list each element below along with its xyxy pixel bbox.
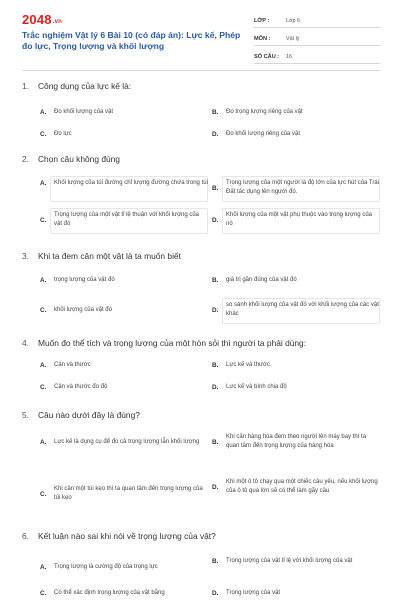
option-letter: D. <box>212 306 219 314</box>
logo-suffix: .vn <box>52 19 63 25</box>
document-header <box>0 0 400 68</box>
option-text: Lực kế và bình chia độ <box>226 384 287 390</box>
option-text: so sánh khối lượng của vật đó với khối lượng của các vật khác <box>226 302 379 317</box>
option-d[interactable] <box>212 478 380 496</box>
option-text: Trọng lượng của một người là độ lớn của lực hút của Trái Đất tác dụng lên người đó. <box>226 180 380 195</box>
question-6 <box>22 531 380 597</box>
header-divider <box>22 70 380 71</box>
question-4 <box>22 338 380 391</box>
option-b[interactable] <box>212 108 390 117</box>
option-letter: C. <box>40 216 47 224</box>
question-number: 1. <box>22 81 29 91</box>
option-a[interactable] <box>40 108 218 117</box>
option-c[interactable] <box>40 383 218 392</box>
option-letter: D. <box>212 131 219 138</box>
option-letter: A. <box>40 362 47 369</box>
option-text: Đo trọng lượng riêng của vật <box>226 109 303 115</box>
option-d[interactable] <box>212 301 380 319</box>
option-letter: A. <box>40 277 47 284</box>
question-text: Khi ta đem cân một vật là ta muốn biết <box>38 251 181 261</box>
option-letter: A. <box>40 109 47 116</box>
option-text: Cân và thước <box>54 362 91 368</box>
option-d[interactable] <box>212 130 390 139</box>
question-2 <box>22 154 380 227</box>
option-text: Khi cân hàng hóa đem theo người lên máy bay thì ta quan tâm đến trọng lượng của hàng hóa <box>226 434 367 449</box>
class-value: Lớp 6 <box>286 17 301 24</box>
option-text: Trọng lượng của vật <box>226 590 281 596</box>
option-b[interactable] <box>212 361 390 370</box>
question-text: Câu nào dưới đây là đúng? <box>38 410 140 420</box>
option-letter: C. <box>40 131 47 138</box>
option-text: trọng lượng của vật đó <box>54 277 115 283</box>
option-letter: B. <box>212 277 219 284</box>
count-value: 16 <box>286 53 292 60</box>
question-3 <box>22 251 380 317</box>
option-text: Khi cân một túi kẹo thì ta quan tâm đến trọng lượng của túi kẹo <box>54 486 203 501</box>
question-text: Chọn câu không đúng <box>38 154 120 164</box>
option-b[interactable] <box>212 179 380 197</box>
option-a[interactable] <box>40 563 218 572</box>
option-text: Trọng lượng là cường độ của trọng lực <box>54 564 158 570</box>
option-a[interactable] <box>40 179 208 188</box>
meta-count-row <box>254 50 380 64</box>
option-c[interactable] <box>40 306 218 315</box>
question-text: Muốn đo thể tích và trọng lượng của một hòn sỏi thì người ta phải dùng: <box>38 338 307 348</box>
option-a[interactable] <box>40 361 218 370</box>
meta-subject-row <box>254 32 380 46</box>
subject-label: MÔN : <box>254 35 271 42</box>
option-letter: D. <box>212 590 219 597</box>
count-label: SỐ CÂU : <box>254 53 280 60</box>
option-c[interactable] <box>40 485 208 503</box>
option-a[interactable] <box>40 438 208 447</box>
option-text: Đo khối lượng của vật <box>54 109 113 115</box>
option-letter: B. <box>212 184 219 192</box>
option-letter: A. <box>40 180 47 187</box>
option-c[interactable] <box>40 589 218 598</box>
question-text: Kết luận nào sai khi nói về trọng lượng của vật? <box>38 531 216 541</box>
option-text: Trọng lượng của một vật tỉ lệ thuận với khối lượng của vật đó <box>54 212 200 227</box>
option-letter: B. <box>212 362 219 369</box>
option-letter: D. <box>212 384 219 391</box>
option-letter: C. <box>40 384 47 391</box>
option-text: Đo lực <box>54 131 72 137</box>
option-text: Lực kế và thước <box>226 362 270 368</box>
page-title: Trắc nghiệm Vật lý 6 Bài 10 (có đáp án): Lực kế, Phép đo lực, Trọng lượng và khối lượng <box>22 30 241 51</box>
class-label: LỚP : <box>254 17 270 24</box>
option-text: Khối lượng của túi đường chỉ lượng đường chứa trong túi <box>54 180 208 186</box>
question-number: 4. <box>22 338 29 348</box>
question-number: 3. <box>22 251 29 261</box>
option-b[interactable] <box>212 557 380 566</box>
option-text: Khi một ô tô chạy qua một chiếc cầu yếu, nếu khối lượng của ô tô quá lớn sẽ có thể làm gãy cầu <box>226 479 378 494</box>
option-text: Lực kế là dụng cụ để đo cả trọng lượng lẫn khối lượng <box>54 439 200 445</box>
option-c[interactable] <box>40 130 218 139</box>
option-letter: C. <box>40 490 47 498</box>
subject-value: Vật lý <box>286 35 300 42</box>
option-b[interactable] <box>212 276 390 285</box>
option-d[interactable] <box>212 383 390 392</box>
option-text: Trọng lượng của vật tỉ lệ với khối lượng của vật <box>226 558 353 564</box>
option-text: Có thể xác định trọng lượng của vật bằng <box>54 590 165 596</box>
option-b[interactable] <box>212 433 380 451</box>
question-number: 2. <box>22 154 29 164</box>
logo-main: 2048 <box>22 12 52 27</box>
option-letter: B. <box>212 558 219 565</box>
option-letter: D. <box>212 483 219 491</box>
option-c[interactable] <box>40 211 208 229</box>
question-1 <box>22 81 380 138</box>
option-d[interactable] <box>212 589 390 598</box>
question-number: 5. <box>22 410 29 420</box>
option-letter: B. <box>212 438 219 446</box>
meta-info <box>254 14 380 68</box>
option-text: Khối lượng của một vật phụ thuộc vào trọng lượng của nó <box>226 212 372 227</box>
option-letter: A. <box>40 564 47 571</box>
question-number: 6. <box>22 531 29 541</box>
option-text: khối lượng của vật đó <box>54 307 112 313</box>
option-text: Đo khối lượng riêng của vật <box>226 131 300 137</box>
question-text: Công dụng của lực kế là: <box>38 81 132 91</box>
question-5 <box>22 410 380 501</box>
option-letter: B. <box>212 109 219 116</box>
option-d[interactable] <box>212 211 380 229</box>
meta-class-row <box>254 14 380 28</box>
option-letter: C. <box>40 307 47 314</box>
option-a[interactable] <box>40 276 218 285</box>
option-text: Cân và thước đo độ <box>54 384 108 390</box>
option-letter: A. <box>40 439 47 446</box>
option-letter: D. <box>212 216 219 224</box>
option-letter: C. <box>40 590 47 597</box>
option-text: giá trị gần đúng của vật đó <box>226 277 297 283</box>
